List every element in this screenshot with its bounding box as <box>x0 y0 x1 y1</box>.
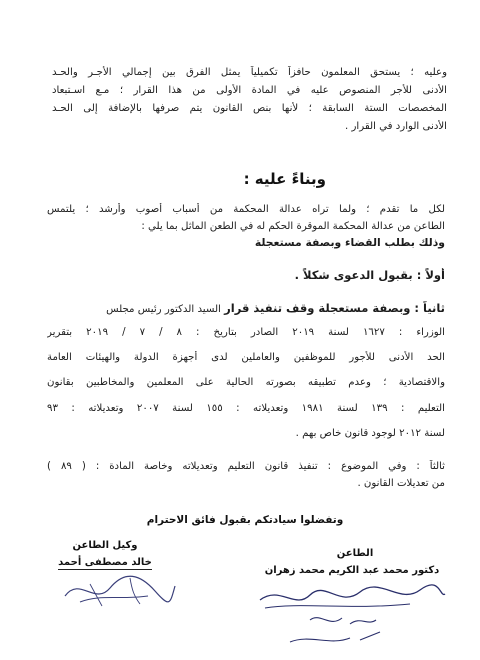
paragraph-2-line-2: الطاعن من عدالة المحكمة الموقرة الحكم له في الطعن الماثل بما يلي : <box>141 221 445 232</box>
paragraph-1-line-3: المخصصات الستة السابقة ؛ لأنها بنص القانون يتم صرفها بالإضافة إلى الحـد <box>52 103 447 114</box>
request-second-line-3: الحد الأدنى للأجور للموظفين والعاملين لدى أجهزة الدولة والهيئات العامة <box>47 352 445 363</box>
agent-signature-scribble <box>60 566 180 616</box>
request-second-line-5: التعليم : ١٣٩ لسنة ١٩٨١ وتعديلاته : ١٥٥ لسنة ٢٠٠٧ وتعديلاته : ٩٣ <box>47 403 445 414</box>
appellant-name: دكتور محمد عبد الكريم محمد زهران <box>264 565 440 576</box>
request-second-heading: ثانياً : وبصفة مستعجلة وقف تنفيذ قرار <box>224 301 445 315</box>
request-second-line-2: الوزراء : ١٦٢٧ لسنة ٢٠١٩ الصادر بتاريخ : ٨ / ٧ / ٢٠١٩ بتقرير <box>47 327 445 338</box>
request-second-first-text: السيد الدكتور رئيس مجلس <box>106 304 221 315</box>
paragraph-1-line-4: الأدنى الوارد في القرار . <box>345 121 447 132</box>
agent-title: وكيل الطاعن <box>72 540 138 551</box>
request-second-line-6: لسنة ٢٠١٢ لوجود قانون خاص بهم . <box>295 428 445 439</box>
urgent-request-line: وذلك بطلب القضاء وبصفة مستعجلة <box>254 236 445 249</box>
request-first: أولاً : بقبول الدعوى شكلاً . <box>294 268 445 282</box>
request-second-line-1 <box>47 301 445 317</box>
request-third-line-1: ثالثاً : وفي الموضوع : تنفيذ قانون التعليم وتعديلاته وخاصة المادة : ( ٨٩ ) <box>47 461 445 472</box>
closing-courtesy: وتفضلوا سيادتكم بقبول فائق الاحترام <box>146 514 344 526</box>
paragraph-1-line-2: الأدنى للأجر المنصوص عليه في المادة الأولى من هذا القرار ؛ مـع اسـتبعاد <box>52 85 447 96</box>
request-second-line-4: والاقتصادية ؛ وعدم تطبيقه بصورته الحالية على المعلمين والمخاطبين بقانون <box>47 377 445 388</box>
appellant-signature-scribble <box>250 580 450 650</box>
appellant-title: الطاعن <box>336 548 374 559</box>
paragraph-1-line-1: وعليه ؛ يستحق المعلمون حافزاً تكميلياً يمثل الفرق بين إجمالي الأجـر والحـد <box>52 67 447 78</box>
agent-name-text: خالد مصطفى أحمد <box>58 557 152 568</box>
request-third-line-2: من تعديلات القانون . <box>357 478 445 489</box>
heading-based-on-this: وبناءً عليه : <box>243 170 326 188</box>
paragraph-2-line-1: لكل ما تقدم ؛ ولما تراه عدالة المحكمة من أسباب أصوب وأرشد ؛ يلتمس <box>47 204 445 215</box>
